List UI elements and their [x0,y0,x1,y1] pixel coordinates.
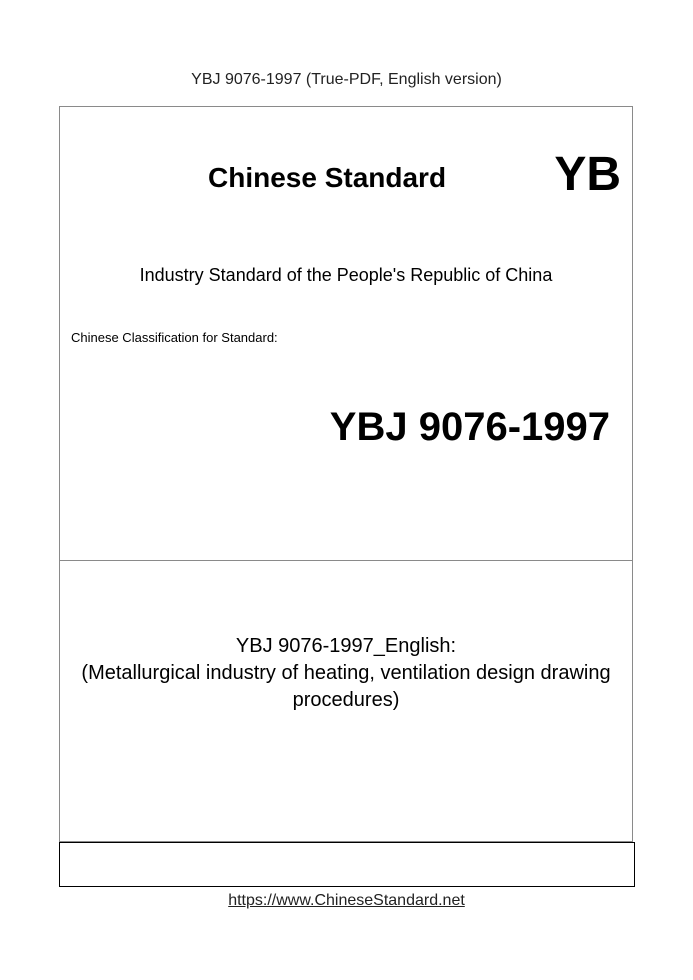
cover-title: Chinese Standard [208,162,447,193]
bottom-box [59,842,635,887]
description-block [60,633,632,714]
cover-frame [59,106,633,842]
footer [0,892,693,910]
footer-link[interactable]: https://www.ChineseStandard.net [228,892,465,909]
section-divider [60,560,632,561]
category-code: YB [554,148,621,201]
standard-number: YBJ 9076-1997 [329,405,610,449]
description-line-1: YBJ 9076-1997_English: [235,635,457,657]
classification-label: Chinese Classification for Standard: [71,330,278,345]
page-header-text: YBJ 9076-1997 (True-PDF, English version) [191,71,502,88]
description-line-3: procedures) [292,689,400,711]
description-line-2: (Metallurgical industry of heating, ventilation design drawing [81,662,611,684]
industry-line: Industry Standard of the People's Republic of China [139,265,553,285]
